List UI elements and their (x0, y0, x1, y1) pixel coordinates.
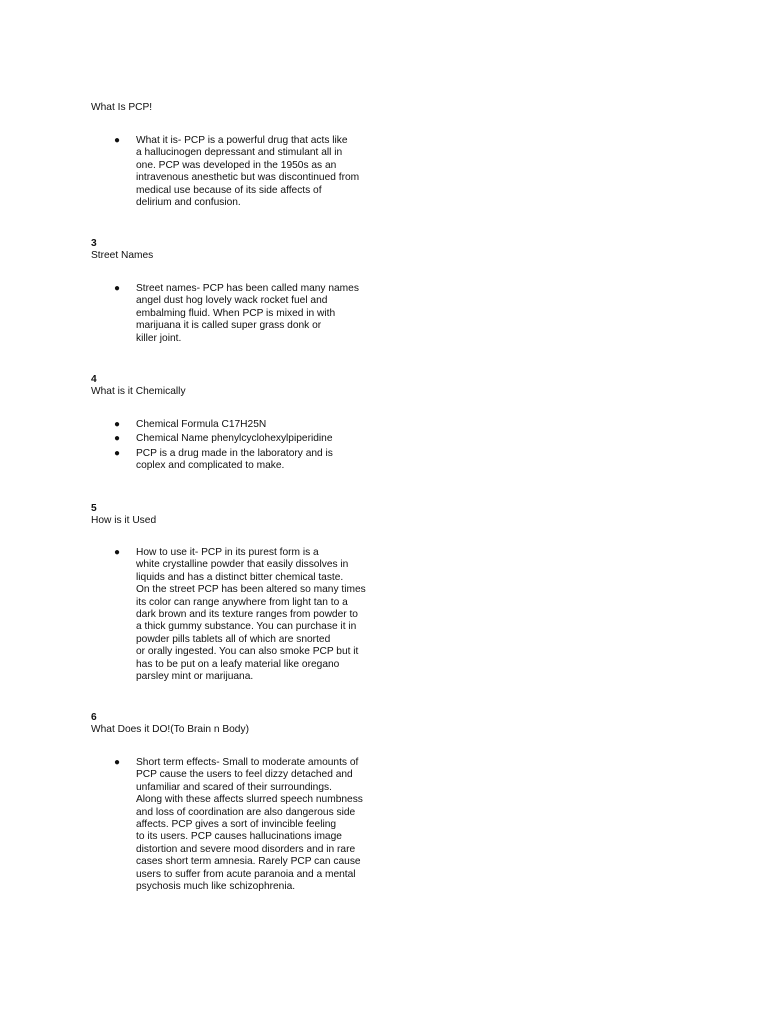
bullet-icon: ● (114, 547, 121, 558)
bullet-text: What it is- PCP is a powerful drug that acts like a hallucinogen depressant and stimulant all in one. PCP was developed in the 1950s as an intravenous anesthetic but was discontinued from medical use because of its side affects of delirium and confusion. (136, 135, 360, 209)
bullet-icon: ● (114, 448, 121, 459)
bullet-icon: ● (114, 135, 121, 146)
section-number: 4 (91, 374, 97, 385)
section-number: 6 (91, 712, 97, 723)
section-number: 5 (91, 503, 97, 514)
bullet-text: How to use it- PCP in its purest form is a white crystalline powder that easily dissolves in liquids and has a distinct bitter chemical taste. On the street PCP has been altered so many times its color can range anywhere from light tan to a dark brown and its texture ranges from powder to a thick gummy substance. You can purchase it in powder pills tablets all of which are snorted or orally ingested. You can also smoke PCP but it has to be put on a leafy material like oregano parsley mint or marijuana. (136, 547, 366, 683)
bullet-icon: ● (114, 283, 121, 294)
section-heading (91, 503, 156, 528)
bullet-icon: ● (114, 757, 121, 768)
bullet-icon: ● (114, 433, 121, 444)
section-heading (91, 102, 152, 114)
section-title: What is it Chemically (91, 386, 186, 398)
bullet-text: Short term effects- Small to moderate amounts of PCP cause the users to feel dizzy detached and unfamiliar and scared of their surroundings. Along with these affects slurred speech numbness and loss of coordination are also dangerous side affects. PCP gives a sort of invincible feeling to its users. PCP causes hallucinations image distortion and severe mood disorders and in rare cases short term amnesia. Rarely PCP can cause users to suffer from acute paranoia and a mental psychosis much like schizophrenia. (136, 757, 363, 893)
bullet-text: Chemical Formula C17H25N (136, 419, 267, 430)
bullet-text: PCP is a drug made in the laboratory and is coplex and complicated to make. (136, 448, 333, 472)
section-heading (91, 238, 153, 263)
section-heading (91, 712, 249, 737)
section-title: How is it Used (91, 515, 157, 527)
section-title: What Does it DO!(To Brain n Body) (91, 724, 249, 736)
section-number: 3 (91, 238, 97, 249)
bullet-text: Street names- PCP has been called many names angel dust hog lovely wack rocket fuel and embalming fluid. When PCP is mixed in with marijuana it is called super grass donk or killer joint. (136, 283, 359, 344)
bullet-icon: ● (114, 419, 121, 430)
section-heading (91, 374, 186, 399)
section-title: What Is PCP! (91, 102, 153, 113)
section-title: Street Names (91, 250, 154, 262)
bullet-text: Chemical Name phenylcyclohexylpiperidine (136, 433, 333, 444)
